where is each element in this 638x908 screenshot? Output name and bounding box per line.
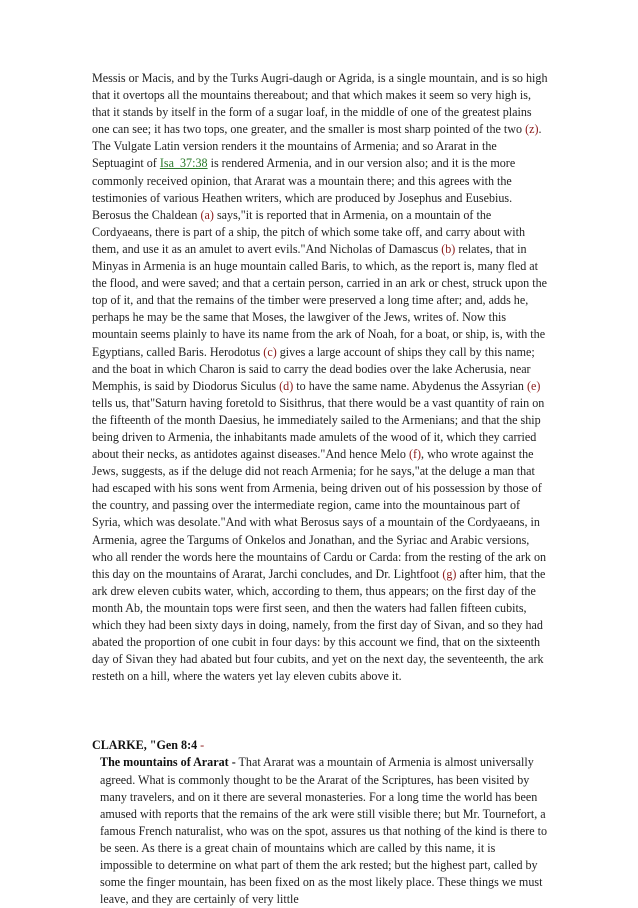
text-run: says,"it is reported that in Armenia, on a mountain of the Cordyaeans, there is part of a ship, the pitch of which some take off, and carry about with them, and use it as an amulet to avert evils."And Nicholas of Damascus xyxy=(92,207,526,256)
text-run: relates, that in Minyas in Armenia is an huge mountain called Baris, to which, as the report is, many fled at the flood, and were saved; and that a certain person, carried in an ark or chest, struck upon the top of it, and that the remains of the timber were preserved a long time after; and, adds he, perhaps he may be the same that Moses, the lawgiver of the Jews, writes of. Now this mountain seems plainly to have its name from the ark of Noah, for a boat, or ship, is, with the Egyptians, called Baris. Herodotus xyxy=(92,241,548,359)
section-heading-text: CLARKE, "Gen 8:4 xyxy=(92,738,198,753)
footnote-ref-e[interactable]: (e) xyxy=(527,378,541,393)
text-run: after him, that the ark drew eleven cubits water, which, according to them, thus appears; on the first day of the month Ab, the mountain tops were first seen, and then the waters had fallen fifteen cubits, which they had been sixty days in doing, namely, from the first day of Sivan, and so they had abated the proportion of one cubit in four days: by this account we find, that on the sixteenth day of Sivan they had abated but four cubits, and yet on the next day, the seventeenth, the ark resteth on a hill, where the waters yet lay eleven cubits above it. xyxy=(92,566,546,684)
text-run: is rendered Armenia, and in our version also; and it is the more commonly received opinion, that Ararat was a mountain there; and this agrees with the testimonies of various Heathen writers, which are produced by Josephus and Eusebius. Berosus the Chaldean xyxy=(92,156,516,222)
gill-commentary-paragraph xyxy=(92,70,550,685)
footnote-ref-g[interactable]: (g) xyxy=(442,566,457,581)
section-heading xyxy=(92,737,550,754)
footnote-ref-d[interactable]: (d) xyxy=(279,378,294,393)
commentary-term: The mountains of Ararat - xyxy=(100,755,236,770)
text-run: gives a large account of ships they call by this name; and the boat in which Charon is said to carry the dead bodies over the lake Acherusia, near Memphis, is said by Diodorus Siculus xyxy=(92,344,535,393)
clarke-commentary-paragraph xyxy=(92,754,550,908)
text-run: , who wrote against the Jews, suggests, as if the deluge did not reach Armenia; for he says,"at the deluge a man that had escaped with his sons went from Armenia, being driven out of his possession by those of the country, and passing over the intermediate region, came into the mountainous part of Syria, which was desolate."And with what Berosus says of a mountain of the Cordyaeans, in Armenia, agree the Targums of Onkelos and Jonathan, and the Syriac and Arabic versions, who all render the words here the mountains of Cardu or Carda: from the resting of the ark on this day on the mountains of Ararat, Jarchi concludes, and Dr. Lightfoot xyxy=(92,447,547,581)
text-run: That Ararat was a mountain of Armenia is almost universally agreed. What is commonly thought to be the Ararat of the Scriptures, has been visited by many travelers, and on it there are several monasteries. For a long time the world has been amused with reports that the remains of the ark were still visible there; but Mr. Tournefort, a famous French naturalist, who was on the spot, assures us that nothing of the kind is there to be seen. As there is a great chain of mountains which are called by this name, it is impossible to determine on what part of them the ark rested; but the highest part, called by some the finger mountain, has been fixed on as the most likely place. These things we must leave, and they are certainly of very little xyxy=(100,755,548,907)
section-heading-dash: - xyxy=(197,738,205,753)
text-run: tells us, that"Saturn having foretold to Sisithrus, that there would be a vast quantity of rain on the fifteenth of the month Daesius, he immediately sailed to the Armenians; and that the ship being driven to Armenia, the inhabitants made amulets of the wood of it, which they carried about their necks, as antidotes against diseases."And hence Melo xyxy=(92,395,545,462)
footnote-ref-b[interactable]: (b) xyxy=(441,241,456,256)
text-run: Messis or Macis, and by the Turks Augri-daugh or Agrida, is a single mountain, and is so high that it overtops all the mountains thereabout; and that which makes it seem so very high is, that it stands by itself in the form of a sugar loaf, in the middle of one of the greatest plains one can see; it has two tops, one greater, and the smaller is most sharp pointed of the two xyxy=(92,71,548,137)
footnote-ref-z[interactable]: (z) xyxy=(525,122,539,137)
footnote-ref-f[interactable]: (f) xyxy=(408,447,422,462)
scripture-link-isa-37-38[interactable]: Isa_37:38 xyxy=(159,156,208,171)
document-page xyxy=(92,70,550,908)
footnote-ref-a[interactable]: (a) xyxy=(200,207,214,222)
footnote-ref-c[interactable]: (c) xyxy=(263,344,277,359)
text-run: . The Vulgate Latin version renders it the mountains of Armenia; and so Ararat in the Septuagint of xyxy=(92,122,542,171)
text-run: to have the same name. Abydenus the Assyrian xyxy=(293,378,527,393)
section-spacer xyxy=(92,685,550,737)
